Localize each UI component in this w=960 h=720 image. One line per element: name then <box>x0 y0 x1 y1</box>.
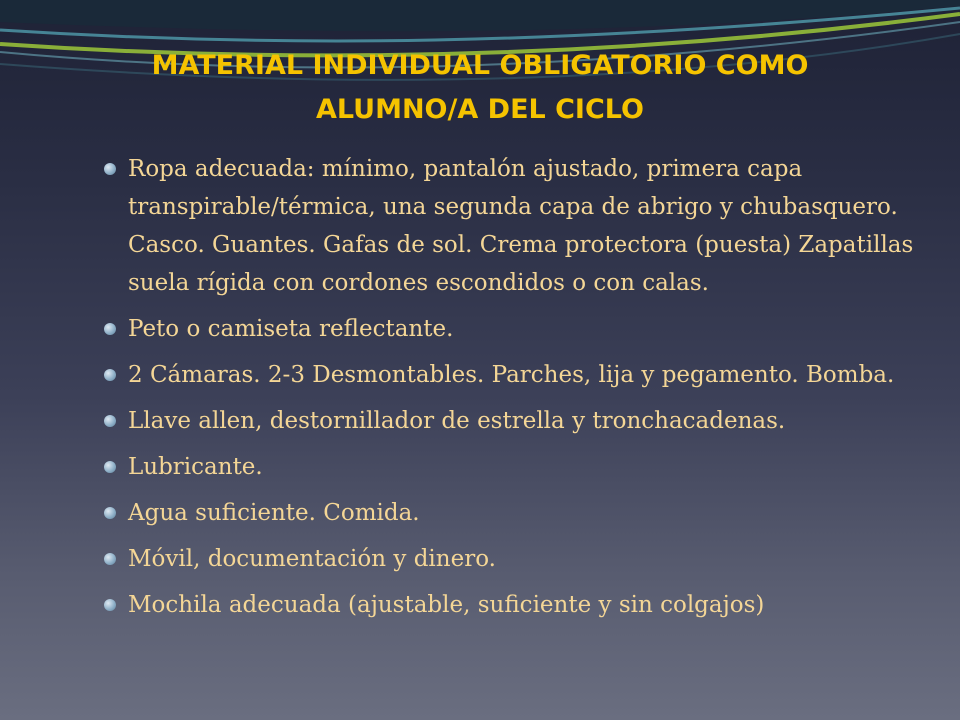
material-list <box>104 150 924 632</box>
list-item <box>104 150 924 302</box>
bullet-icon <box>104 461 116 473</box>
slide-title <box>60 44 900 132</box>
list-item-text: Lubricante. <box>128 454 263 480</box>
bullet-icon <box>104 163 116 175</box>
slide-title-line-2: ALUMNO/A DEL CICLO <box>316 94 644 125</box>
list-item <box>104 540 924 578</box>
list-item-text: 2 Cámaras. 2-3 Desmontables. Parches, lija y pegamento. Bomba. <box>128 362 895 388</box>
list-item-text: Peto o camiseta reflectante. <box>128 316 454 342</box>
list-item <box>104 356 924 394</box>
bullet-icon <box>104 507 116 519</box>
list-item <box>104 310 924 348</box>
bullet-icon <box>104 553 116 565</box>
list-item <box>104 494 924 532</box>
list-item-text: Agua suficiente. Comida. <box>128 500 420 526</box>
bullet-icon <box>104 415 116 427</box>
list-item <box>104 448 924 486</box>
bullet-icon <box>104 599 116 611</box>
bullet-icon <box>104 323 116 335</box>
list-item-text: Móvil, documentación y dinero. <box>128 546 496 572</box>
slide-title-line-1: MATERIAL INDIVIDUAL OBLIGATORIO COMO <box>151 50 809 81</box>
list-item-text: Ropa adecuada: mínimo, pantalón ajustado, primera capa transpirable/térmica, una segunda capa de abrigo y chubasquero. Casco. Guantes. Gafas de sol. Crema protectora (puesta) Zapatillas suela rígida con cordones escondidos o con calas. <box>128 156 914 296</box>
list-item <box>104 402 924 440</box>
bullet-icon <box>104 369 116 381</box>
list-item-text: Llave allen, destornillador de estrella y tronchacadenas. <box>128 408 786 434</box>
list-item-text: Mochila adecuada (ajustable, suficiente y sin colgajos) <box>128 592 765 618</box>
list-item <box>104 586 924 624</box>
